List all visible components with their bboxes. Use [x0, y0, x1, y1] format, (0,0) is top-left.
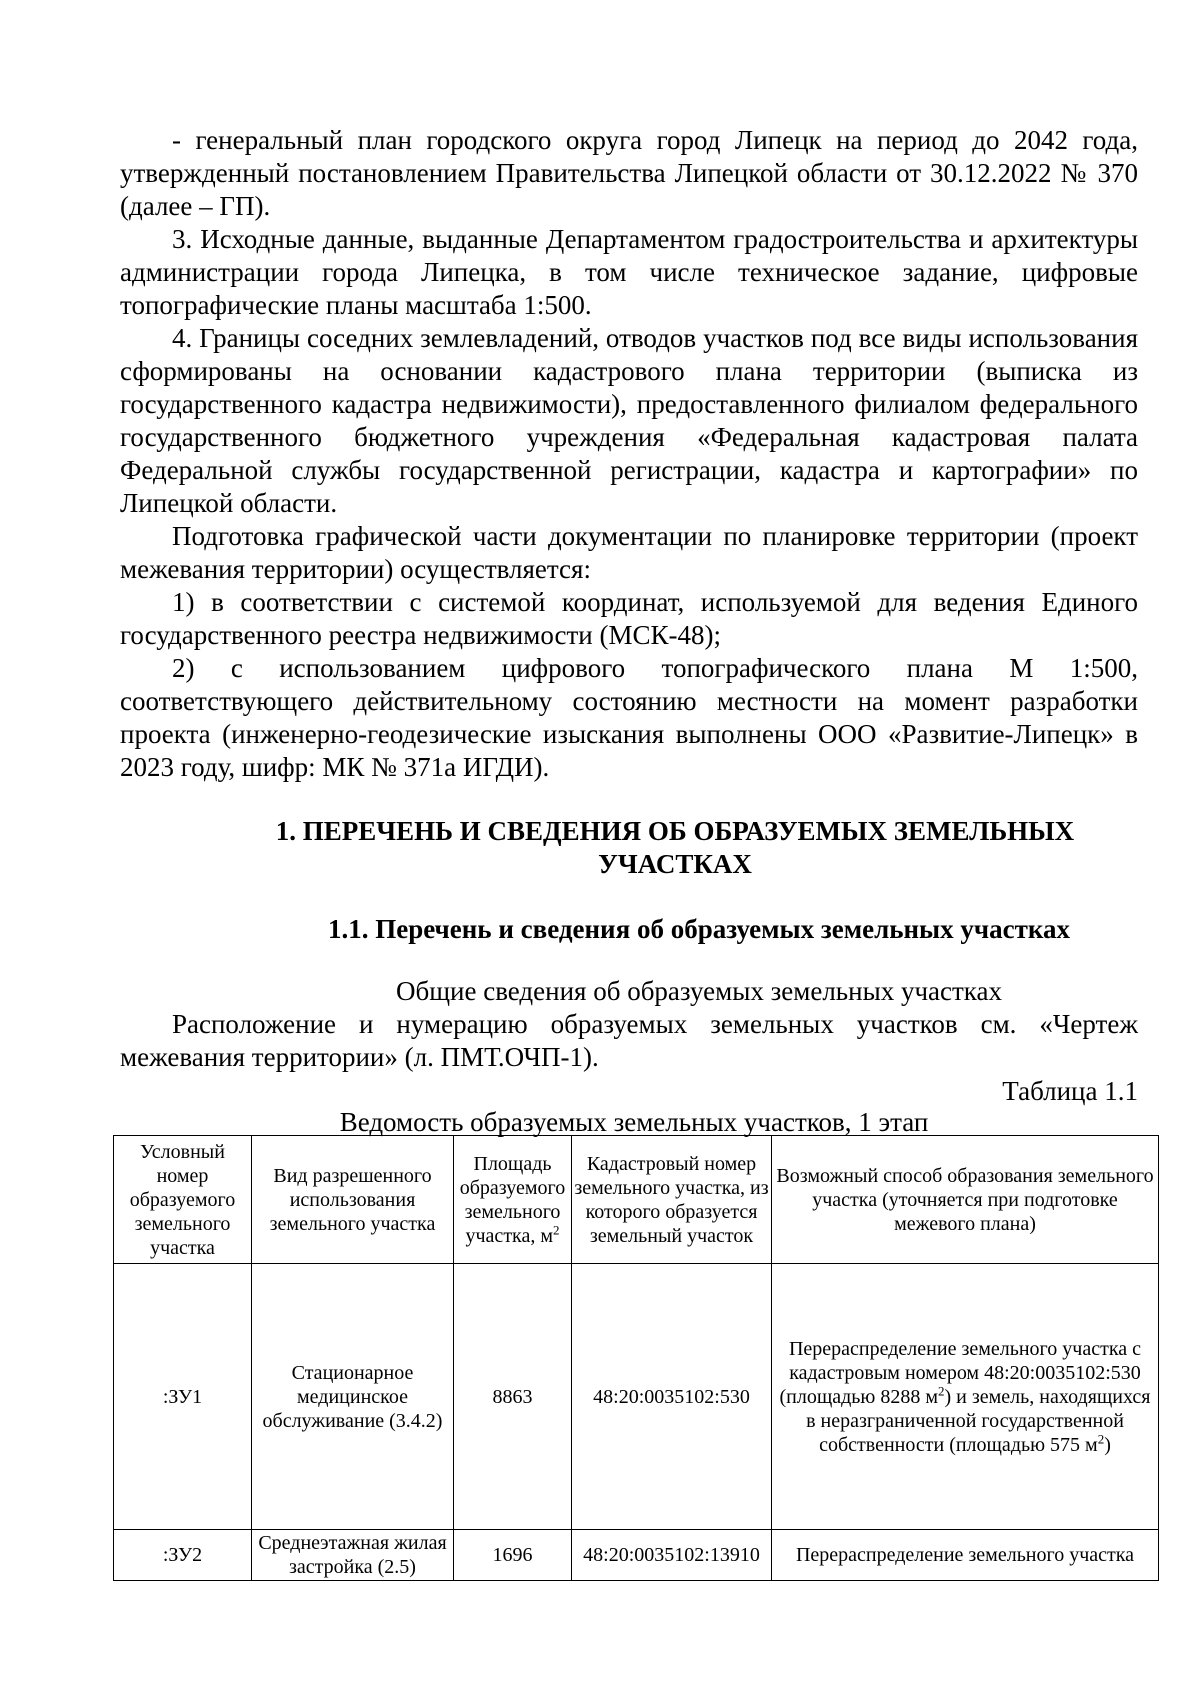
table-caption: Ведомость образуемых земельных участков, 1 этап [339, 1107, 929, 1137]
paragraph-boundaries: 4. Границы соседних землевладений, отводов участков под все виды использования сформированы на основании кадастрового плана территории (выписка из государственного кадастра недвижимости), предоставленного филиалом федерального государственного бюджетного учреждения «Федеральная кадастровая палата Федеральной службы государственной регистрации, кадастра и картографии» по Липецкой области. [120, 323, 1138, 518]
intro-text [120, 124, 1138, 784]
subsection-heading: 1.1. Перечень и сведения об образуемых земельных участках [327, 914, 1071, 944]
cell-formation-method: Перераспределение земельного участка [772, 1530, 1159, 1581]
cell-cadastral-number: 48:20:0035102:13910 [572, 1530, 772, 1581]
paragraph-graphics-prep: Подготовка графической части документации по планировке территории (проект межевания территории) осуществляется: [120, 521, 1138, 584]
paragraph-topographic-plan: 2) с использованием цифрового топографического плана М 1:500, соответствующего действительному состоянию местности на момент разработки проекта (инженерно-геодезические изыскания выполнены ООО «Развитие-Липецк» в 2023 году, шифр: МК № 371а ИГДИ). [120, 653, 1138, 782]
header-cadastral-number: Кадастровый номер земельного участка, из которого образуется земельный участок [572, 1136, 772, 1264]
cell-plot-number: :ЗУ2 [114, 1530, 252, 1581]
paragraph-location: Расположение и нумерацию образуемых земельных участков см. «Чертеж межевания территории» (л. ПМТ.ОЧП-1). [120, 1009, 1138, 1072]
cell-permitted-use: Среднеэтажная жилая застройка (2.5) [252, 1530, 454, 1581]
general-info-title: Общие сведения об образуемых земельных участках [396, 976, 1002, 1006]
table-number: Таблица 1.1 [1002, 1076, 1138, 1106]
paragraph-coordinate-system: 1) в соответствии с системой координат, используемой для ведения Единого государственного реестра недвижимости (МСК-48); [120, 587, 1138, 650]
table-row [114, 1530, 1159, 1581]
table-header-row [114, 1136, 1159, 1264]
header-formation-method: Возможный способ образования земельного участка (уточняется при подготовке межевого плана) [772, 1136, 1159, 1264]
cell-cadastral-number: 48:20:0035102:530 [572, 1264, 772, 1530]
table-row [114, 1264, 1159, 1530]
header-area: Площадь образуемого земельного участка, $м^2$ [454, 1136, 572, 1264]
cell-plot-number: :ЗУ1 [114, 1264, 252, 1530]
land-plots-table [113, 1135, 1159, 1581]
cell-area: 1696 [454, 1530, 572, 1581]
cell-permitted-use: Стационарное медицинское обслуживание (3.4.2) [252, 1264, 454, 1530]
paragraph-general-plan: - генеральный план городского округа город Липецк на период до 2042 года, утвержденный постановлением Правительства Липецкой области от 30.12.2022 № 370 (далее – ГП). [120, 125, 1138, 221]
cell-formation-method: Перераспределение земельного участка с кадастровым номером 48:20:0035102:530 (площадью 8288 $м^2$) и земель, находящихся в неразграниченной государственной собственности (площадью 575 $м^2$) [772, 1264, 1159, 1530]
cell-area: 8863 [454, 1264, 572, 1530]
paragraph-source-data: 3. Исходные данные, выданные Департаментом градостроительства и архитектуры администрации города Липецка, в том числе техническое задание, цифровые топографические планы масштаба 1:500. [120, 224, 1138, 320]
header-permitted-use: Вид разрешенного использования земельного участка [252, 1136, 454, 1264]
section-heading: 1. ПЕРЕЧЕНЬ И СВЕДЕНИЯ ОБ ОБРАЗУЕМЫХ ЗЕМЕЛЬНЫХ УЧАСТКАХ [275, 816, 1075, 879]
header-plot-number: Условный номер образуемого земельного участка [114, 1136, 252, 1264]
